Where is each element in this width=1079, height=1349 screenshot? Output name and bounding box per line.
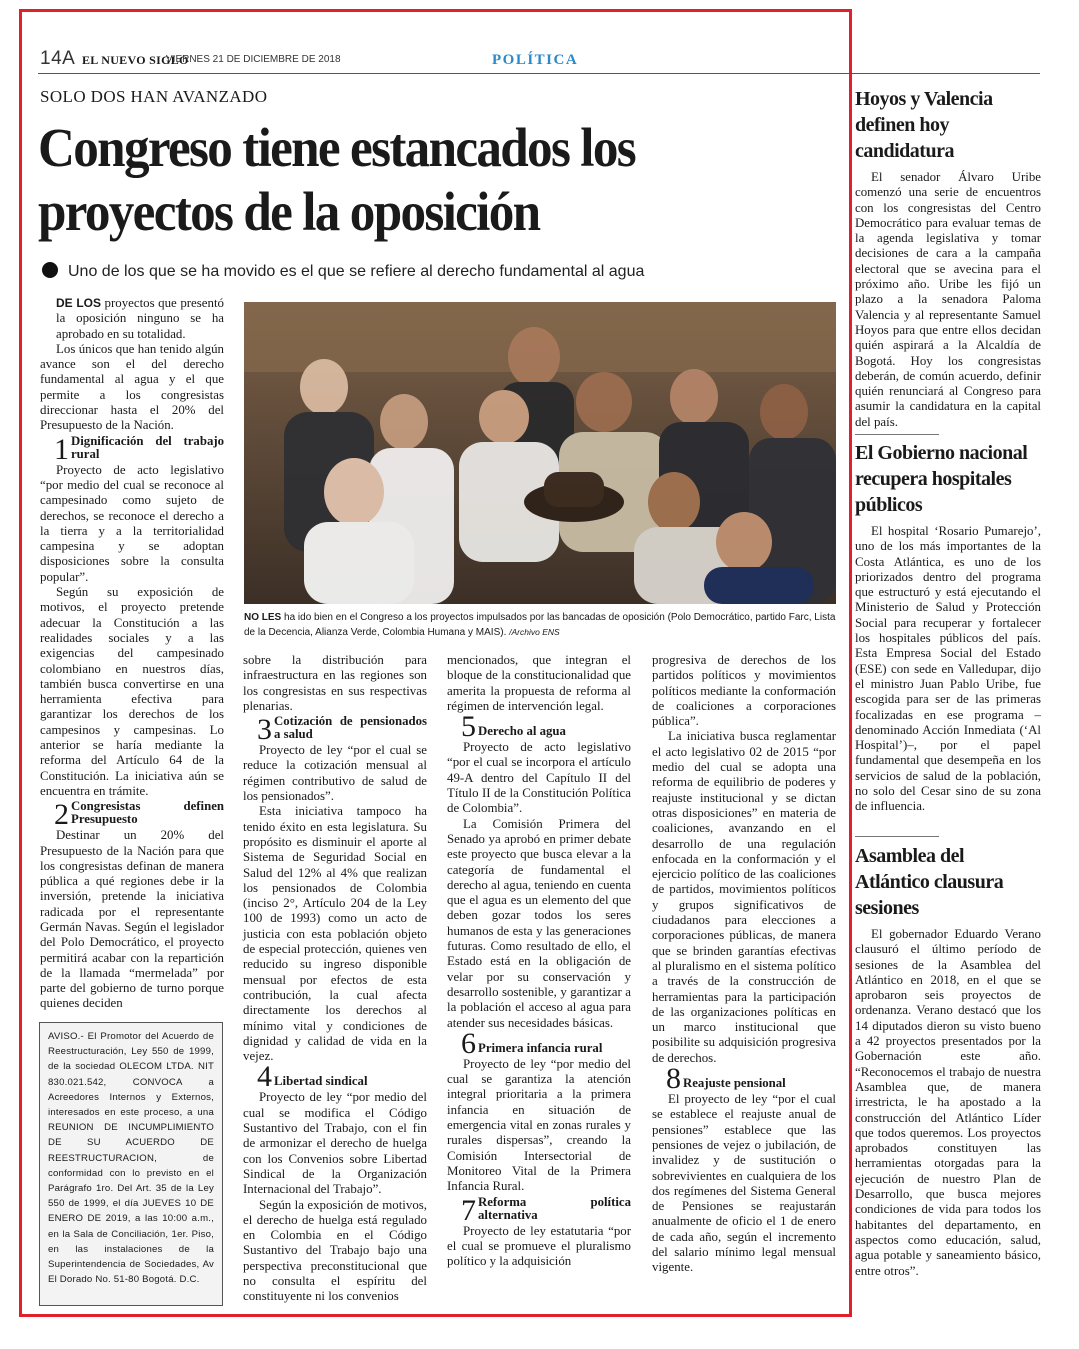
page-number: 14A (40, 48, 76, 69)
item-heading: 4 Libertad sindical (257, 1060, 368, 1094)
paragraph: Los únicos que han tenido algún avance son el del derecho fundamental al agua y el que permite a los congresistas direccionar hasta el 20% del Presupuesto de la Nación. (40, 341, 224, 433)
photo-credit: /Archivo ENS (509, 627, 560, 637)
article-photo (244, 302, 836, 604)
item-heading: 3 Cotización de pensionados a salud (257, 713, 427, 747)
kicker: SOLO DOS HAN AVANZADO (40, 87, 268, 106)
header-rule (38, 73, 1040, 74)
item-heading: 6 Primera infancia rural (461, 1026, 603, 1060)
item-heading: 5 Derecho al agua (461, 710, 566, 744)
photo-caption (244, 610, 838, 640)
item-heading: 1 Dignificación del trabajo rural (54, 432, 224, 466)
sidebar-story-body: El gobernador Eduardo Verano clausuró el último período de sesiones de la Asamblea del Atlántico en 2018, en el que se aprobaron seis proyectos de ordenanza. Verano destacó que los 14 diputados dieron su visto bueno a 42 proyectos presentados por la Gobernación este año. “Reconocemos el trabajo de nuestra Asamblea que, de manera irrestricta, le ha apostado a la construcción del Atlántico Líder que todos queremos. Los proyectos aprobados constituyen las herramientas otorgadas para la ejecución de nuestro Plan de Desarrollo, que busca mejores condiciones de vida para todos los habitantes del departamento, en aspectos como educación, salud, agua potable y saneamiento básico, entre otros”. (855, 927, 1041, 1278)
sidebar-divider (855, 434, 939, 435)
paragraph: Según su exposición de motivos, el proyecto pretende adecuar la Constitución a las realidades sociales y a las exigencias del campesinado colombiano en nuestros días, también busca convertirse en una herramienta efectiva para garantizar los derechos de los campesinos y campesinas. Lo anterior se haría mediante la reforma del Artículo 64 de la Constitución. La iniciativa aún se encuentra en trámite. (40, 585, 224, 798)
sidebar-story-body: El hospital ‘Rosario Pumarejo’, uno de los más importantes de la Costa Atlántica, es uno de los priorizados dentro del programa que estructuró y está ejecutando el Ministerio de Salud y Protección Social para recuperar y fortalecer los hospitales públicos del país. Esta Empresa Social del Estado (ESE) con sede en Valledupar, dijo el ministro Juan Pablo Uribe, fue escogida para ser de las primeras focalizadas en ese programa –denominado Acción Inmediata (‘Al Hospital’)–, por el papel fundamental que desempeña en los servicios de salud de la población, no solo del Cesar sino de su zona de influencia. (855, 524, 1041, 814)
issue-date: VIERNES 21 DE DICIEMBRE DE 2018 (166, 54, 341, 65)
caption-lead: NO LES (244, 612, 282, 623)
headline: Congreso tiene estancados los proyectos de la oposición (38, 117, 635, 242)
item-heading: 2 Congresistas definen Presupuesto (54, 798, 224, 832)
item-heading: 8 Reajuste pensional (666, 1062, 786, 1096)
sidebar-story-title: El Gobierno nacional recupera hospitales públicos (855, 442, 1028, 516)
sidebar-story-2 (855, 440, 1041, 815)
congress-meeting-photo (244, 302, 836, 604)
article-column-4 (652, 653, 836, 1276)
paragraph: Proyecto de acto legislativo “por medio del cual se reconoce al campesinado como sujeto de derechos, se reconoce el derecho a la tierra y a la territorialidad campesina y se adoptan disposiciones sobre la consulta popular”. (40, 462, 224, 584)
paragraph: Proyecto de ley “por el cual se reduce la cotización mensual al régimen contributivo de salud de los pensionados”. (243, 743, 427, 804)
paragraph: Destinar un 20% del Presupuesto de la Nación para que los congresistas definan de manera pública a qué regiones debe ir la inversión, pretende la iniciativa radicada por el representante Germán Navas. Según el legislador del Polo Democrático, el proyecto permitirá acabar con la repartición de la llamada “mermelada” por parte del gobierno de turno porque quienes deciden (40, 828, 224, 1011)
sidebar-story-1 (855, 86, 1041, 430)
article-column-1 (40, 296, 224, 1012)
sidebar-story-title: Asamblea del Atlántico clausura sesiones (855, 845, 1004, 919)
paragraph: Según la exposición de motivos, el derecho de huelga está regulado en Colombia en el Código Sustantivo del Trabajo bajo una perspectiva preconstitucional que no consulta el espíritu del constituyente ni los convenios (243, 1197, 427, 1304)
paragraph: La Comisión Primera del Senado ya aprobó en primer debate este proyecto que busca elevar a la categoría de fundamental el derecho al agua, teniendo en cuenta que el agua es un elemento del que deben gozar todos los seres humanos de esta y las generaciones futuras. Como resultado de ello, el Estado está en la obligación de velar por su conservación y desarrollo sostenible, y garantizar a la población el acceso al agua para atender sus necesidades básicas. (447, 816, 631, 1030)
paragraph: sobre la distribución para infraestructura en las regiones son los congresistas en sus respectivas plenarias. (243, 653, 427, 713)
paragraph: El proyecto de ley “por el cual se establece el reajuste anual de pensiones” establece que las pensiones de vejez o jubilación, de invalidez y de sustitución o sobrevivientes en cualquiera de los dos regímenes del Sistema General de Pensiones se reajustarán anualmente de oficio el 1 de enero de cada año, según el incremento del salario mínimo legal mensual vigente. (652, 1092, 836, 1275)
paragraph: La iniciativa busca reglamentar el acto legislativo 02 de 2015 “por medio del cual se adopta una reforma de equilibrio de poderes y reajuste institucional y se dictan otras disposiciones” en materia de coaliciones, avanzando en el desarrollo de una regulación enfocada en la conformación y el ejercicio político de las coaliciones de partidos, movimientos políticos y grupos significativos de ciudadanos para elecciones a corporaciones públicas, de manera que se brinden garantías efectivas al pluralismo en el sistema político a través de la construcción de herramientas para la participación de las organizaciones políticas en un marco institucional que posibilite su adquisición progresiva de derechos. (652, 729, 836, 1065)
item-heading: 7 Reforma política alternativa (461, 1193, 631, 1227)
article-column-3 (447, 653, 631, 1269)
paragraph: Proyecto de acto legislativo “por el cual se incorpora el artículo 49-A dentro del Capítulo II del Título II de la Constitución Política de Colombia”. (447, 740, 631, 816)
lead-paragraph: DE LOS proyectos que presentó la oposición ninguno se ha aprobado en su totalidad. (56, 296, 224, 341)
paragraph: Proyecto de ley “por medio del cual se modifica el Código Sustantivo del Trabajo, con el fin de armonizar el derecho de huelga con los Convenios sobre Libertad Sindical de la Organización Internacional del Trabajo”. (243, 1090, 427, 1197)
sidebar-divider (855, 836, 939, 837)
caption-text: ha ido bien en el Congreso a los proyectos impulsados por las bancadas de oposición (Polo Democrático, partido Farc, Lista de la Decencia, Alianza Verde, Colombia Humana y MAIS). (244, 612, 836, 638)
newspaper-name: EL NUEVO SIGLO (82, 53, 189, 67)
sidebar-story-3 (855, 843, 1041, 1279)
paragraph: progresiva de derechos de los partidos políticos y movimientos políticos mediante la conformación de coaliciones a corporaciones pública”. (652, 653, 836, 729)
lead-word: DE LOS (56, 296, 101, 310)
paragraph: Proyecto de ley “por medio del cual se garantiza la atención integral prioritaria a la primera infancia en situación de emergencia vital en zonas rurales y rurales dispersas”, creando la Comisión Intersectorial de Monitoreo Vital de la Primera Infancia Rural. (447, 1056, 631, 1194)
legal-notice-box: AVISO.- El Promotor del Acuerdo de Reestructuración, Ley 550 de 1999, de la sociedad OLECOM LTDA. NIT 830.021.542, CONVOCA a Acreedores Internos y Externos, interesados en este proceso, a una REUNION DE INCUMPLIMIENTO DE SU ACUERDO DE REESTRUCTURACION, de conformidad con lo previsto en el Parágrafo 1ro. Del Art. 35 de la Ley 550 de 1999, el día JUEVES 10 DE ENERO DE 2019, a las 10:00 a.m., en la Sala de Conciliación, 1er. Piso, en las instalaciones de la Superintendencia de Sociedades, Av El Dorado No. 51-80 Bogotá. D.C. (39, 1022, 223, 1306)
bullet-icon (42, 262, 58, 278)
article-column-2 (243, 653, 427, 1305)
section-label: POLÍTICA (492, 52, 579, 68)
paragraph: mencionados, que integran el bloque de la constitucionalidad que amerita la propuesta de reforma al régimen de intervención legal. (447, 653, 631, 713)
subheadline (42, 262, 644, 281)
paragraph: Proyecto de ley estatutaria “por el cual se promueve el pluralismo político y la adquisición (447, 1223, 631, 1269)
subheadline-text: Uno de los que se ha movido es el que se refiere al derecho fundamental al agua (68, 263, 645, 280)
sidebar-story-title: Hoyos y Valencia definen hoy candidatura (855, 88, 993, 162)
sidebar-story-body: El senador Álvaro Uribe comenzó una serie de encuentros con los congresistas del Centro Democrático para evaluar temas de la agenda legislativa y tomar decisiones de cara a la campaña electoral que se avecina para el próximo año. Uribe les fijó un plazo a la senadora Paloma Valencia y al representante Samuel Hoyos para que entre ellos decidan quién aspirará a la Alcaldía de Bogotá. Hoy los congresistas deberán, de común acuerdo, definir quién renunciará al Congreso para asumir la candidatura en la capital del país. (855, 170, 1041, 429)
paragraph: Esta iniciativa tampoco ha tenido éxito en esta legislatura. Su propósito es disminuir el aporte al Sistema de Seguridad Social en Salud del 12% al 4% que realizan los pensionados de Colombia (inciso 2°, Artículo 204 de la Ley 100 de 1993) como un acto de justicia con esta población objeto de especial protección, quienes ven reducido su ingreso disponible mensual por efectos de esta contribución, la cual afecta directamente los derechos al mínimo vital y condiciones de dignidad y calidad de vida en la vejez. (243, 804, 427, 1064)
